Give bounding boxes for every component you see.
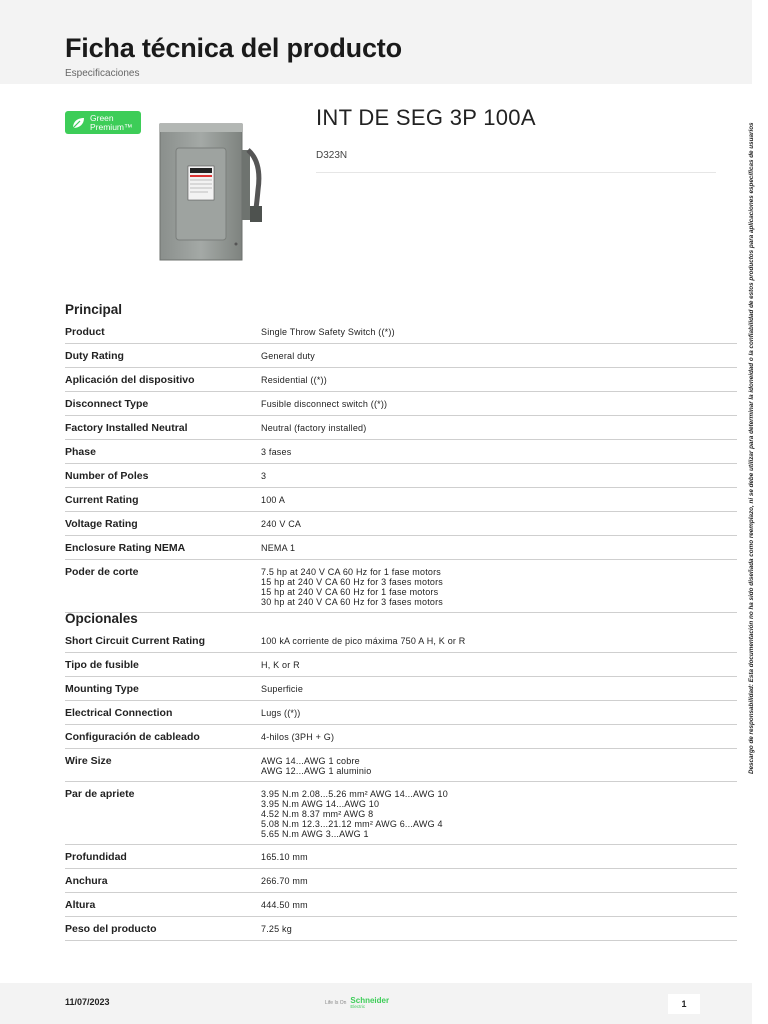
logo-brand: Schneider (350, 996, 390, 1005)
spec-value-line: Lugs ((*)) (261, 708, 301, 718)
spec-value-line: Neutral (factory installed) (261, 423, 367, 433)
spec-value (261, 898, 737, 911)
spec-row (65, 512, 737, 536)
spec-row (65, 725, 737, 749)
spec-label: Electrical Connection (65, 707, 173, 719)
spec-row (65, 344, 737, 368)
spec-value (261, 541, 737, 554)
spec-value (261, 493, 737, 506)
section-title-opcionales: Opcionales (65, 611, 138, 626)
spec-value-line: Superficie (261, 684, 304, 694)
spec-row (65, 464, 737, 488)
spec-label: Short Circuit Current Rating (65, 635, 206, 647)
logo-brand-sub: Electric (350, 1004, 366, 1009)
spec-row (65, 320, 737, 344)
badge-text (90, 114, 133, 132)
spec-value-line: 15 hp at 240 V CA 60 Hz for 3 fases motors (261, 577, 443, 587)
spec-value (261, 754, 737, 776)
spec-row (65, 677, 737, 701)
spec-value-line: 7.25 kg (261, 924, 292, 934)
spec-value (261, 565, 737, 607)
spec-value-line: 4.52 N.m 8.37 mm² AWG 8 (261, 809, 374, 819)
spec-value-line: 30 hp at 240 V CA 60 Hz for 3 fases motors (261, 597, 443, 607)
spec-label: Current Rating (65, 494, 139, 506)
spec-value (261, 874, 737, 887)
spec-value-line: 240 V CA (261, 519, 302, 529)
spec-value-line: 266.70 mm (261, 876, 308, 886)
spec-value (261, 373, 737, 386)
spec-row (65, 893, 737, 917)
safety-switch-image (158, 120, 268, 265)
spec-table-opcionales (65, 629, 737, 941)
spec-value-line: 3 fases (261, 447, 292, 457)
badge-line2: Premium™ (90, 121, 133, 132)
spec-value (261, 922, 737, 935)
spec-value-line: H, K or R (261, 660, 300, 670)
badge-line1: Green (90, 112, 114, 123)
spec-label: Peso del producto (65, 923, 157, 935)
spec-label: Configuración de cableado (65, 731, 200, 743)
spec-row (65, 629, 737, 653)
spec-label: Tipo de fusible (65, 659, 139, 671)
spec-label: Product (65, 326, 105, 338)
logo-tagline: Life Is On (325, 1000, 347, 1006)
leaf-icon (70, 115, 86, 131)
page-header (0, 0, 752, 84)
spec-value (261, 421, 737, 434)
spec-label: Number of Poles (65, 470, 149, 482)
spec-value (261, 325, 737, 338)
spec-value-line: 3.95 N.m AWG 14...AWG 10 (261, 799, 380, 809)
spec-label: Poder de corte (65, 566, 139, 578)
spec-label: Voltage Rating (65, 518, 138, 530)
spec-value-line: Single Throw Safety Switch ((*)) (261, 327, 395, 337)
spec-label: Par de apriete (65, 788, 135, 800)
spec-row (65, 701, 737, 725)
spec-value (261, 349, 737, 362)
spec-value (261, 469, 737, 482)
spec-row (65, 440, 737, 464)
page-subtitle: Especificaciones (65, 68, 140, 79)
spec-value (261, 658, 737, 671)
spec-row (65, 392, 737, 416)
spec-row (65, 368, 737, 392)
spec-value-line: 4-hilos (3PH + G) (261, 732, 335, 742)
spec-label: Disconnect Type (65, 398, 149, 410)
spec-label: Duty Rating (65, 350, 124, 362)
spec-label: Anchura (65, 875, 108, 887)
spec-row (65, 749, 737, 782)
spec-value-line: 100 A (261, 495, 286, 505)
spec-label: Phase (65, 446, 96, 458)
disclaimer-vertical: Descargo de responsabilidad: Esta documentación no ha sido diseñada como reemplazo, ni se debe utilizar para determinar la idoneidad o la confiabilidad de estos productos para aplicaciones específicas de usuarios (748, 122, 755, 774)
green-premium-badge (65, 111, 141, 134)
page-number: 1 (668, 994, 700, 1014)
product-reference: D323N (316, 150, 348, 161)
section-title-principal: Principal (65, 302, 123, 317)
spec-table-principal (65, 320, 737, 613)
spec-value (261, 706, 737, 719)
spec-row (65, 488, 737, 512)
spec-value (261, 445, 737, 458)
spec-value-line: AWG 14...AWG 1 cobre (261, 756, 360, 766)
page-title: Ficha técnica del producto (65, 33, 402, 63)
spec-value-line: AWG 12...AWG 1 aluminio (261, 766, 372, 776)
footer-date: 11/07/2023 (65, 997, 110, 1007)
spec-label: Enclosure Rating NEMA (65, 542, 186, 554)
spec-label: Aplicación del dispositivo (65, 374, 195, 386)
spec-value (261, 850, 737, 863)
spec-value-line: 7.5 hp at 240 V CA 60 Hz for 1 fase motors (261, 567, 441, 577)
spec-row (65, 653, 737, 677)
spec-value-line: 3 (261, 471, 267, 481)
spec-value-line: 444.50 mm (261, 900, 308, 910)
spec-value (261, 397, 737, 410)
spec-label: Wire Size (65, 755, 112, 767)
spec-row (65, 536, 737, 560)
spec-value-line: 5.08 N.m 12.3...21.12 mm² AWG 6...AWG 4 (261, 819, 443, 829)
spec-value (261, 682, 737, 695)
page-footer (0, 983, 752, 1024)
spec-value-line: 100 kA corriente de pico máxima 750 A H, K or R (261, 636, 466, 646)
spec-row (65, 782, 737, 845)
divider (316, 172, 716, 173)
spec-value-line: General duty (261, 351, 315, 361)
spec-row (65, 560, 737, 613)
spec-value-line: 3.95 N.m 2.08...5.26 mm² AWG 14...AWG 10 (261, 789, 448, 799)
spec-value-line: Residential ((*)) (261, 375, 327, 385)
spec-value (261, 787, 737, 839)
spec-label: Profundidad (65, 851, 127, 863)
schneider-logo (325, 997, 389, 1009)
spec-value-line: 15 hp at 240 V CA 60 Hz for 1 fase motors (261, 587, 439, 597)
spec-value-line: NEMA 1 (261, 543, 296, 553)
spec-value-line: 5.65 N.m AWG 3...AWG 1 (261, 829, 369, 839)
spec-row (65, 845, 737, 869)
spec-value-line: 165.10 mm (261, 852, 308, 862)
spec-label: Altura (65, 899, 96, 911)
spec-value (261, 730, 737, 743)
spec-value (261, 517, 737, 530)
spec-row (65, 917, 737, 941)
spec-row (65, 416, 737, 440)
product-name: INT DE SEG 3P 100A (316, 105, 536, 130)
spec-value-line: Fusible disconnect switch ((*)) (261, 399, 388, 409)
spec-label: Mounting Type (65, 683, 139, 695)
spec-label: Factory Installed Neutral (65, 422, 188, 434)
spec-value (261, 634, 737, 647)
spec-row (65, 869, 737, 893)
